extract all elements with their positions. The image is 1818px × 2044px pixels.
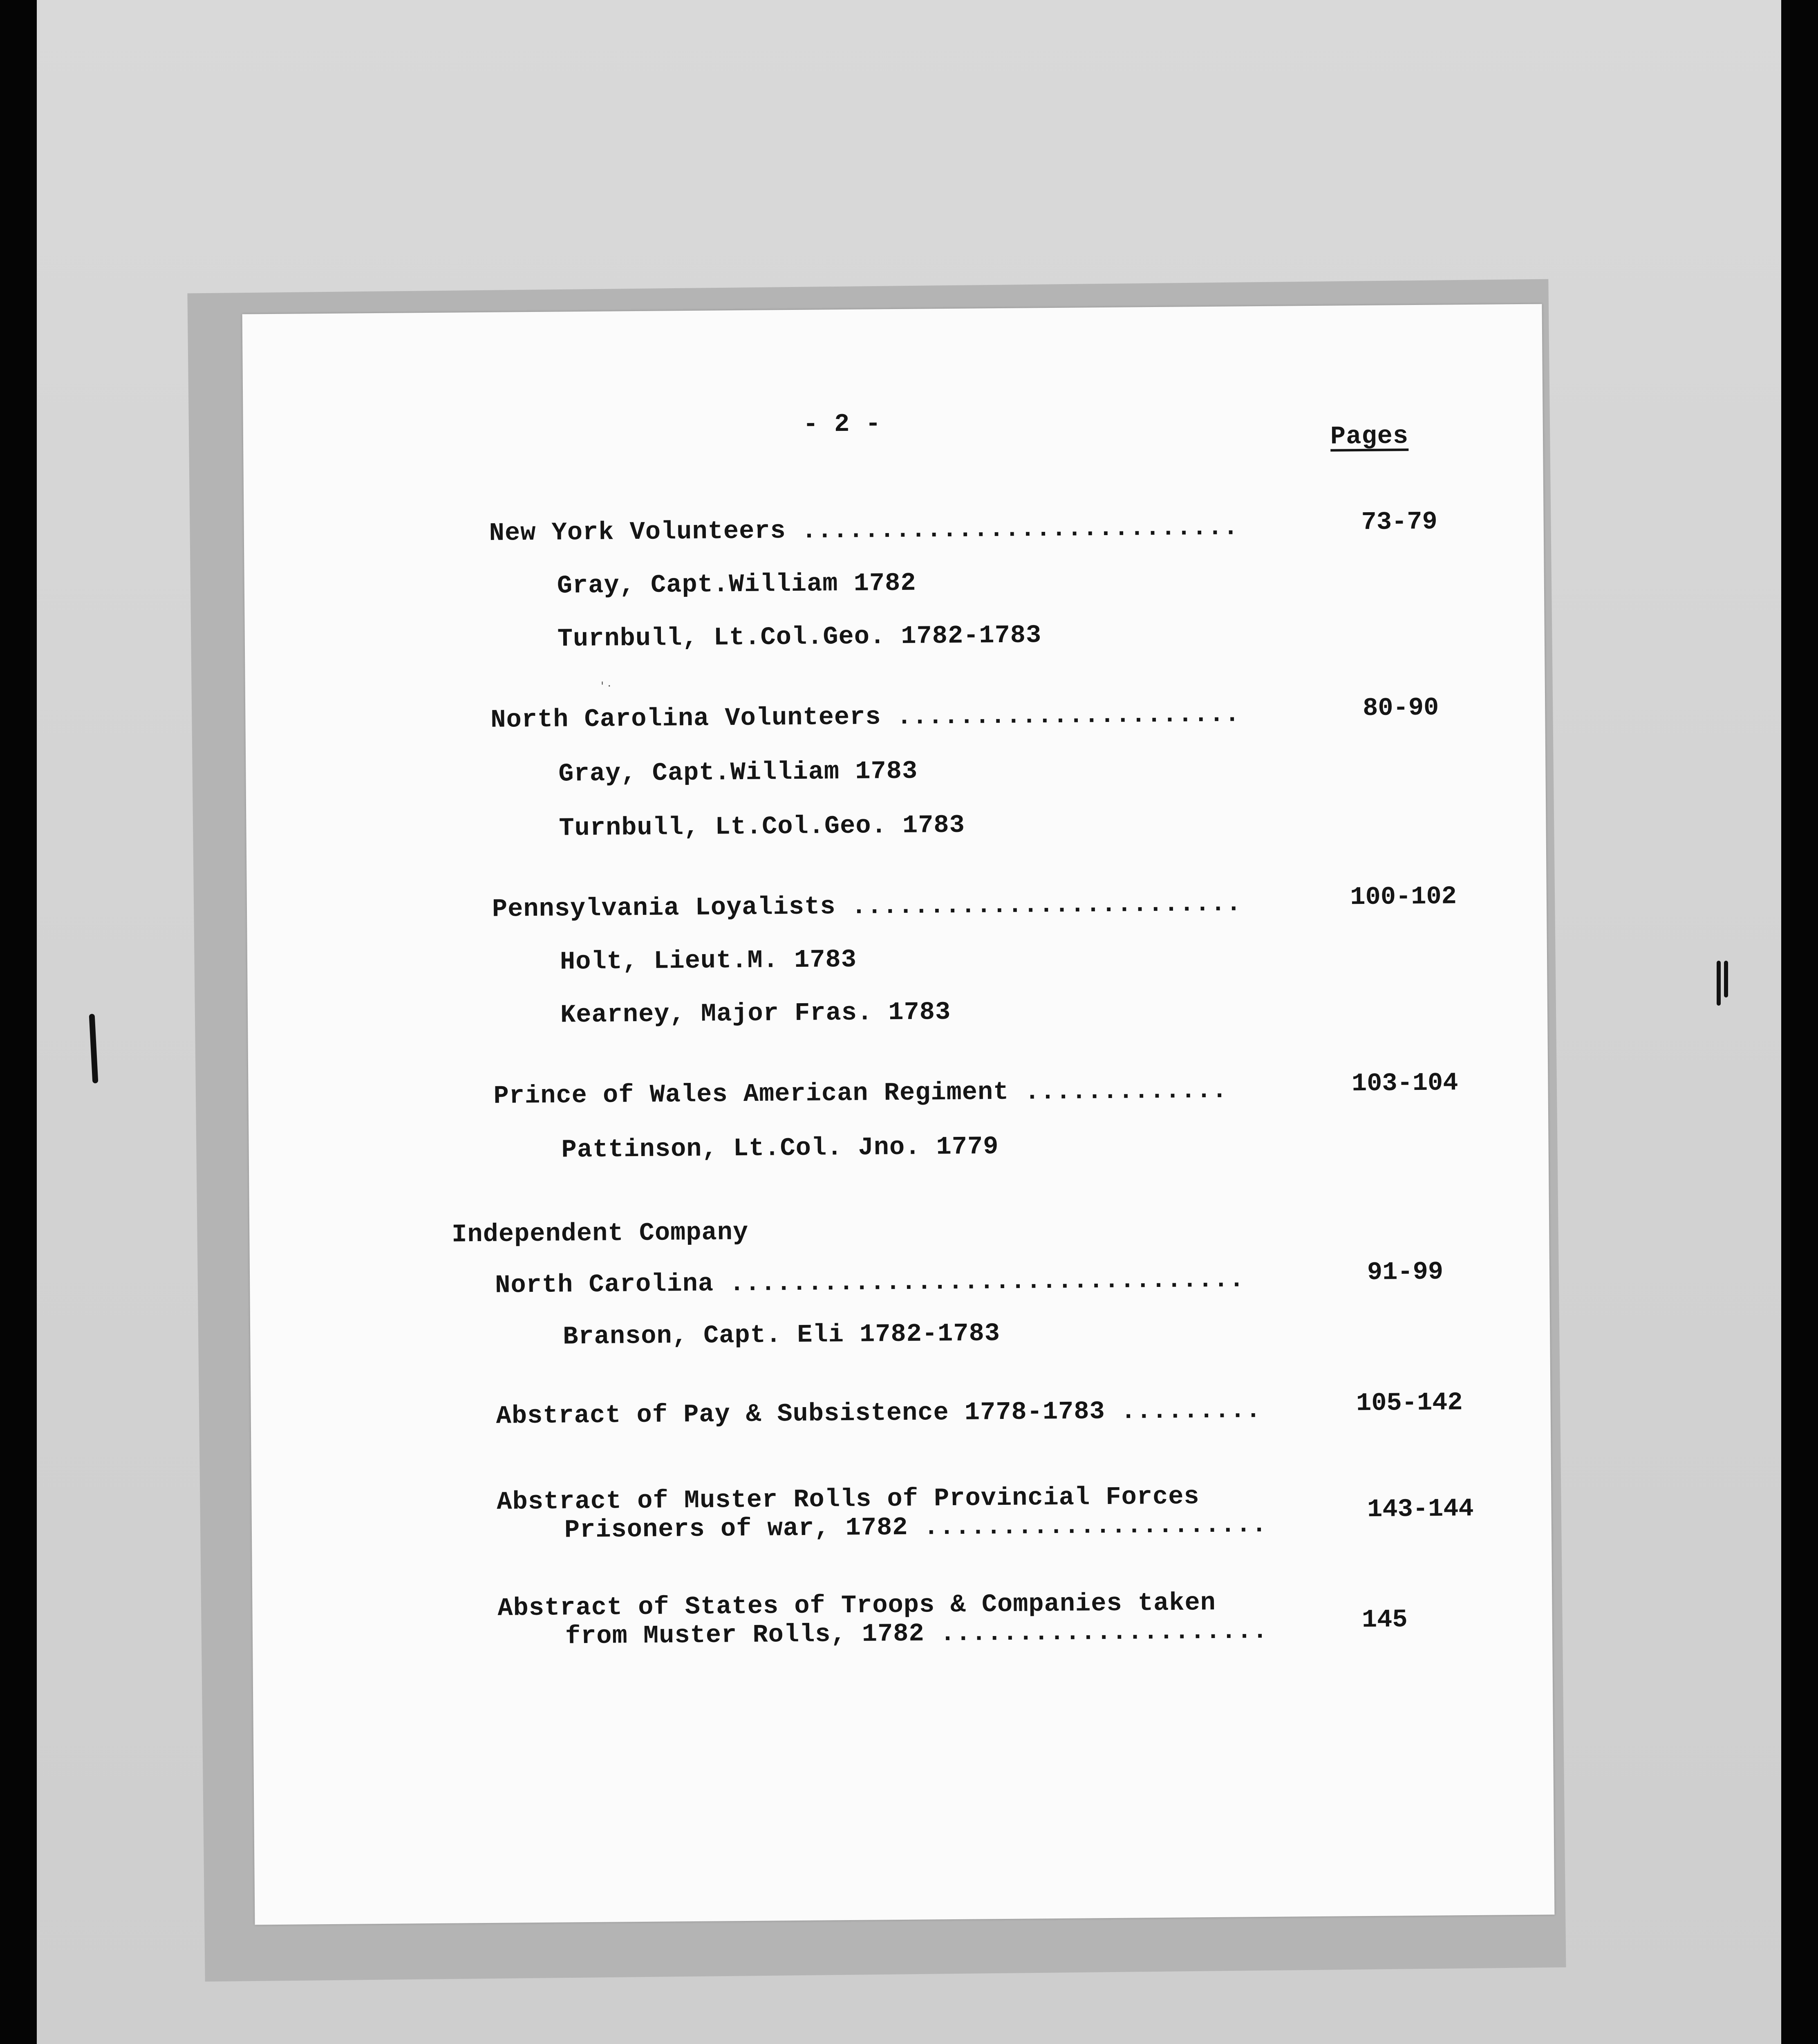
subentry: Gray, Capt.William 1782	[557, 568, 916, 601]
entry-pennsylvania-loyalists: Pennsylvania Loyalists .........................	[492, 889, 1242, 924]
entry-pages: 100-102	[1350, 882, 1457, 912]
page-number: - 2 -	[803, 409, 882, 439]
entry-continuation: from Muster Rolls, 1782 .....................	[565, 1616, 1268, 1651]
subentry: Gray, Capt.William 1783	[558, 756, 918, 789]
margin-pen-mark	[1717, 961, 1729, 1006]
entry-pages: 73-79	[1361, 507, 1437, 537]
section-heading-independent-company: Independent Company	[451, 1217, 749, 1249]
entry-continuation: Prisoners of war, 1782 ......................	[564, 1510, 1267, 1545]
subentry: Pattinson, Lt.Col. Jno. 1779	[561, 1132, 999, 1165]
entry-pages: 145	[1361, 1605, 1408, 1635]
entry-pages: 105-142	[1356, 1388, 1463, 1418]
paper-specks: ' ·	[600, 679, 611, 693]
entry-north-carolina-volunteers: North Carolina Volunteers ......................	[490, 699, 1240, 735]
entry-pages: 80-90	[1362, 693, 1439, 723]
entry-abstract-of-muster-rolls: Abstract of Muster Rolls of Provincial Forces	[497, 1482, 1200, 1517]
subentry: Turnbull, Lt.Col.Geo. 1782-1783	[557, 621, 1042, 654]
entry-pages: 143-144	[1367, 1494, 1474, 1524]
entry-pages: 103-104	[1351, 1068, 1458, 1098]
entry-prince-of-wales-american-regiment: Prince of Wales American Regiment .............	[493, 1076, 1228, 1111]
pages-column-heading: Pages	[1330, 421, 1409, 451]
entry-abstract-of-states-of-troops: Abstract of States of Troops & Companies taken	[497, 1588, 1216, 1623]
entry-pages: 91-99	[1367, 1257, 1444, 1287]
subentry: Turnbull, Lt.Col.Geo. 1783	[559, 810, 965, 843]
entry-north-carolina: North Carolina .................................	[495, 1265, 1245, 1300]
subentry: Kearney, Major Fras. 1783	[560, 997, 951, 1030]
entry-abstract-of-pay: Abstract of Pay & Subsistence 1778-1783 .........	[496, 1396, 1262, 1431]
entry-new-york-volunteers: New York Volunteers ............................	[489, 513, 1239, 548]
subentry: Branson, Capt. Eli 1782-1783	[562, 1319, 1001, 1351]
subentry: Holt, Lieut.M. 1783	[560, 945, 857, 977]
document-page	[242, 304, 1555, 1925]
